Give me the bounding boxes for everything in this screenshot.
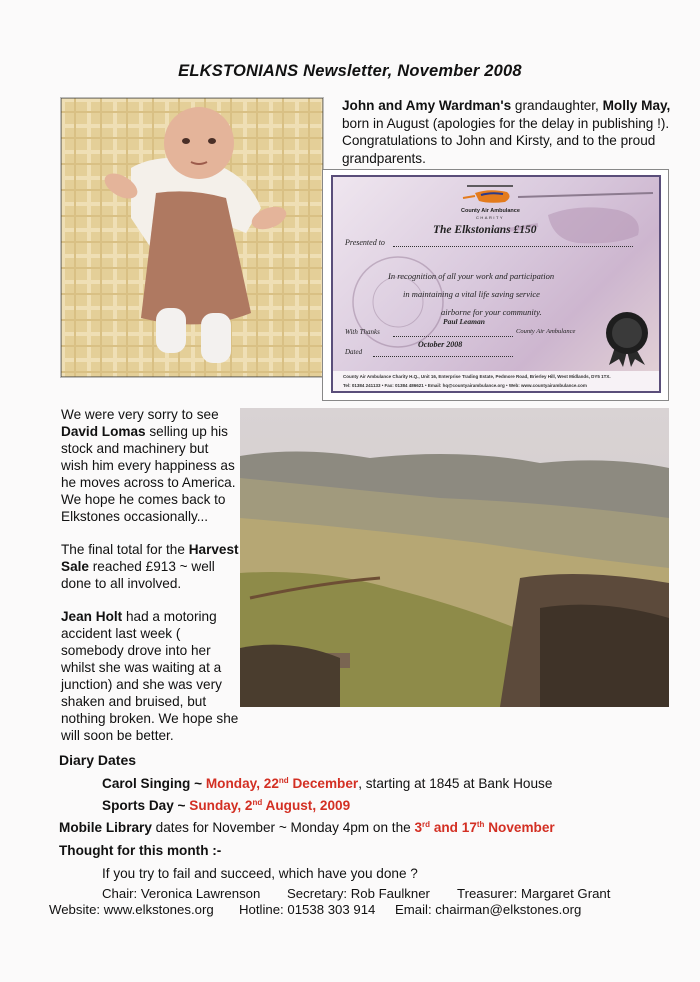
event-label: Carol Singing ~ bbox=[102, 776, 206, 791]
diary-heading: Diary Dates bbox=[59, 752, 137, 768]
signer-name: Paul Leaman bbox=[443, 317, 485, 326]
news-text-part: reached £913 ~ well done to all involved. bbox=[61, 559, 215, 591]
dated-label: Dated bbox=[345, 348, 363, 356]
certificate-footer-contact: Tel: 01384 241133 • Fax: 01384 486621 • Email: hq@countyairambulance.org • Web: www.countyairambulance.com bbox=[343, 383, 587, 388]
event-date-part: Sunday, 2 bbox=[189, 798, 253, 813]
harvest-sale-paragraph bbox=[61, 541, 239, 592]
certificate-date: October 2008 bbox=[418, 340, 463, 349]
signature-line bbox=[393, 336, 513, 337]
event-date-suffix: th bbox=[476, 820, 485, 829]
thought-heading: Thought for this month :- bbox=[59, 843, 222, 858]
certificate-border bbox=[331, 175, 661, 393]
newsletter-title: ELKSTONIANS Newsletter, November 2008 bbox=[178, 62, 522, 80]
carol-singing-entry bbox=[102, 776, 552, 791]
event-date-part: and 17 bbox=[430, 820, 477, 835]
certificate-title: The Elkstonians £150 bbox=[433, 224, 537, 236]
event-date bbox=[206, 776, 358, 791]
wax-seal-icon bbox=[601, 309, 653, 367]
news-name: Jean Holt bbox=[61, 609, 123, 624]
event-date bbox=[189, 798, 350, 813]
news-name: David Lomas bbox=[61, 424, 146, 439]
news-text-part: had a motoring accident last week ( somebody drove into her whilst she was waiting at a junction) and she was very shaken and bruised, but nothing broken. We hope she will soon be better. bbox=[61, 609, 239, 743]
news-text-part: The final total for the bbox=[61, 542, 189, 557]
secretary-contact: Secretary: Rob Faulkner bbox=[287, 886, 430, 901]
birth-announcement bbox=[342, 97, 672, 167]
thought-text: If you try to fail and succeed, which have you done ? bbox=[102, 866, 418, 881]
baby-photo bbox=[61, 98, 323, 377]
event-date-suffix: nd bbox=[252, 798, 263, 807]
website-link[interactable]: Website: www.elkstones.org bbox=[49, 902, 214, 917]
chair-contact: Chair: Veronica Lawrenson bbox=[102, 886, 261, 901]
presented-label: Presented to bbox=[345, 238, 385, 247]
date-line bbox=[373, 356, 513, 357]
certificate-footer-address: County Air Ambulance Charity H.Q., Unit 16, Enterprise Trading Estate, Pedmore Road, Brierley Hill, West Midlands, DY5 1TX. bbox=[343, 374, 611, 379]
charity-subtitle: CHARITY bbox=[476, 215, 505, 220]
with-thanks-label: With Thanks bbox=[345, 328, 380, 336]
landscape-photo bbox=[240, 408, 669, 707]
event-label: Mobile Library bbox=[59, 820, 152, 835]
news-column bbox=[61, 406, 239, 760]
intro-text-part: born in August (apologies for the delay in publishing !). Congratulations to John and Kirsty, and to the proud grandparents. bbox=[342, 115, 670, 166]
email-link[interactable]: Email: chairman@elkstones.org bbox=[395, 902, 582, 917]
news-text-part: We were very sorry to see bbox=[61, 407, 219, 422]
event-date-part: August, 2009 bbox=[262, 798, 351, 813]
jean-holt-paragraph bbox=[61, 608, 239, 744]
sports-day-entry bbox=[102, 798, 350, 813]
hotline-number: Hotline: 01538 303 914 bbox=[239, 902, 376, 917]
intro-text-part: grandaughter, bbox=[511, 98, 603, 113]
event-date-part: 3 bbox=[414, 820, 423, 835]
david-lomas-paragraph bbox=[61, 406, 239, 525]
event-date-suffix: rd bbox=[422, 820, 431, 829]
event-date bbox=[414, 820, 554, 835]
event-date-part: Monday, 22 bbox=[205, 776, 279, 791]
event-date-part: December bbox=[288, 776, 359, 791]
baby-name: Molly May, bbox=[602, 98, 671, 113]
event-details: dates for November ~ Monday 4pm on the bbox=[151, 820, 415, 835]
grandparents-name: John and Amy Wardman's bbox=[342, 98, 512, 113]
org-signature-label: County Air Ambulance bbox=[516, 328, 576, 335]
certificate-line1: In recognition of all your work and participation bbox=[388, 271, 555, 281]
treasurer-contact: Treasurer: Margaret Grant bbox=[457, 886, 611, 901]
charity-logo-icon bbox=[461, 183, 517, 207]
certificate-line3: airborne for your community. bbox=[441, 307, 542, 317]
mobile-library-entry bbox=[59, 820, 555, 835]
event-date-suffix: nd bbox=[278, 776, 289, 785]
certificate-line2: in maintaining a vital life saving service bbox=[403, 289, 540, 299]
news-text-part: selling up his stock and machinery but wish him every happiness as he moves across to America. We hope he comes back to Elkstones occasionally... bbox=[61, 424, 236, 524]
event-date-part: November bbox=[484, 820, 555, 835]
event-details: , starting at 1845 at Bank House bbox=[358, 776, 553, 791]
certificate-footer bbox=[333, 371, 659, 391]
air-ambulance-certificate bbox=[322, 169, 669, 401]
event-label: Sports Day ~ bbox=[102, 798, 190, 813]
news-name: Harvest Sale bbox=[61, 542, 239, 574]
charity-name: County Air Ambulance bbox=[461, 208, 520, 214]
